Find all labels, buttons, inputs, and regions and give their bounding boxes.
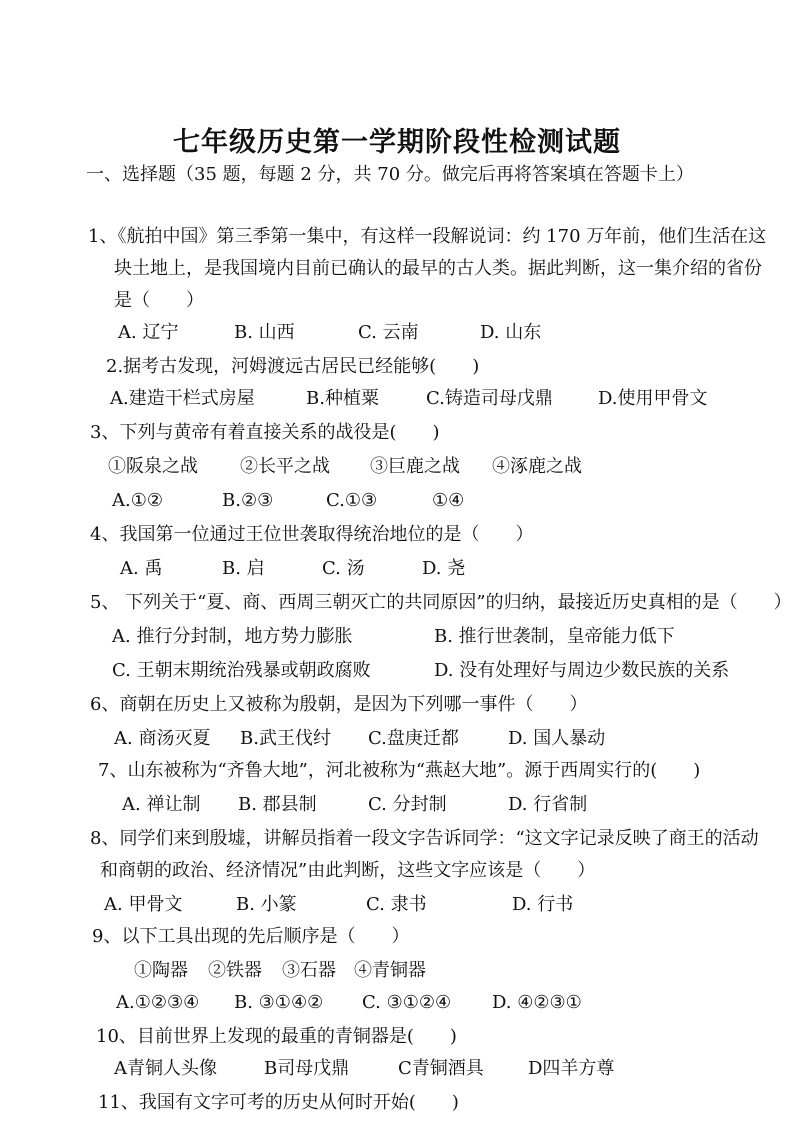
q1-stem-line2: 块土地上，是我国境内目前已确认的最早的古人类。据此判断，这一集介绍的省份 <box>114 258 762 279</box>
section-heading: 一、选择题（35 题，每题 2 分，共 70 分。做完后再将答案填在答题卡上） <box>86 164 694 185</box>
q9-option-a: A.①②③④ <box>116 992 200 1013</box>
q9-choice-4: ④青铜器 <box>354 960 426 981</box>
q8-option-b: B. 小篆 <box>236 894 297 915</box>
q6-option-c: C.盘庚迁都 <box>368 728 459 749</box>
q9-option-d: D. ④②③① <box>492 992 582 1013</box>
q9-option-c: C. ③①②④ <box>362 992 452 1013</box>
q4-option-c: C. 汤 <box>322 558 365 579</box>
q3-choice-2: ②长平之战 <box>240 456 330 477</box>
q8-stem-line1: 8、同学们来到殷墟，讲解员指着一段文字告诉同学：“这文字记录反映了商王的活动 <box>90 828 759 849</box>
q9-choice-1: ①陶器 <box>134 960 188 981</box>
q5-option-a: A. 推行分封制，地方势力膨胀 <box>112 626 353 647</box>
q5-option-d: D. 没有处理好与周边少数民族的关系 <box>434 660 730 681</box>
q7-option-c: C. 分封制 <box>368 794 447 815</box>
q1-option-d: D. 山东 <box>480 322 542 343</box>
q2-stem: 2.据考古发现，河姆渡远古居民已经能够( ) <box>106 356 480 377</box>
q7-option-b: B. 郡县制 <box>238 794 317 815</box>
q3-stem: 3、下列与黄帝有着直接关系的战役是( ) <box>90 422 440 443</box>
q7-option-d: D. 行省制 <box>508 794 588 815</box>
q1-stem-line3: 是（ ） <box>114 290 204 311</box>
q9-choice-3: ③石器 <box>282 960 336 981</box>
q3-option-a: A.①② <box>112 490 163 511</box>
q2-option-c: C.铸造司母戊鼎 <box>426 388 553 409</box>
q1-option-c: C. 云南 <box>358 322 419 343</box>
q3-choice-4: ④涿鹿之战 <box>492 456 582 477</box>
q4-option-d: D. 尧 <box>422 558 466 579</box>
q6-option-a: A. 商汤灭夏 <box>114 728 211 749</box>
q1-option-b: B. 山西 <box>234 322 295 343</box>
q8-stem-line2: 和商朝的政治、经济情况”由此判断，这些文字应该是（ ） <box>100 860 596 881</box>
q2-option-b: B.种植粟 <box>306 388 379 409</box>
q6-option-b: B.武王伐纣 <box>240 728 331 749</box>
q3-choice-1: ①阪泉之战 <box>108 456 198 477</box>
q10-option-a: A青铜人头像 <box>114 1058 217 1079</box>
q7-option-a: A. 禅让制 <box>122 794 201 815</box>
q9-option-b: B. ③①④② <box>234 992 324 1013</box>
q9-stem: 9、以下工具出现的先后顺序是（ ） <box>92 926 410 947</box>
q8-option-d: D. 行书 <box>512 894 574 915</box>
q3-option-d: ①④ <box>432 490 465 511</box>
q3-option-c: C.①③ <box>326 490 378 511</box>
q5-option-c: C. 王朝末期统治残暴或朝政腐败 <box>112 660 371 681</box>
exam-title: 七年级历史第一学期阶段性检测试题 <box>173 127 621 158</box>
q4-option-a: A. 禹 <box>120 558 163 579</box>
q7-stem: 7、山东被称为“齐鲁大地”，河北被称为“燕赵大地”。源于西周实行的( ) <box>98 760 701 781</box>
q10-option-c: C青铜酒具 <box>398 1058 484 1079</box>
q5-option-b: B. 推行世袭制，皇帝能力低下 <box>434 626 675 647</box>
q4-stem: 4、我国第一位通过王位世袭取得统治地位的是（ ） <box>90 524 534 545</box>
q10-stem: 10、目前世界上发现的最重的青铜器是( ) <box>96 1026 457 1047</box>
q4-option-b: B. 启 <box>222 558 265 579</box>
q3-option-b: B.②③ <box>222 490 274 511</box>
q3-choice-3: ③巨鹿之战 <box>370 456 460 477</box>
q11-stem: 11、我国有文字可考的历史从何时开始( ) <box>98 1092 459 1113</box>
q2-option-a: A.建造干栏式房屋 <box>110 388 255 409</box>
q8-option-c: C. 隶书 <box>366 894 427 915</box>
q8-option-a: A. 甲骨文 <box>104 894 183 915</box>
q5-stem: 5、 下列关于“夏、商、西周三朝灭亡的共同原因”的归纳，最接近历史真相的是（ ） <box>90 592 792 613</box>
q10-option-d: D四羊方尊 <box>528 1058 615 1079</box>
q1-stem-line1: 1、《航拍中国》第三季第一集中，有这样一段解说词：约 170 万年前，他们生活在这 <box>88 226 767 247</box>
q6-option-d: D. 国人暴动 <box>508 728 606 749</box>
q9-choice-2: ②铁器 <box>208 960 262 981</box>
q1-option-a: A. 辽宁 <box>118 322 179 343</box>
q10-option-b: B司母戊鼎 <box>264 1058 350 1079</box>
q6-stem: 6、商朝在历史上又被称为殷朝，是因为下列哪一事件（ ） <box>90 694 588 715</box>
q2-option-d: D.使用甲骨文 <box>598 388 708 409</box>
